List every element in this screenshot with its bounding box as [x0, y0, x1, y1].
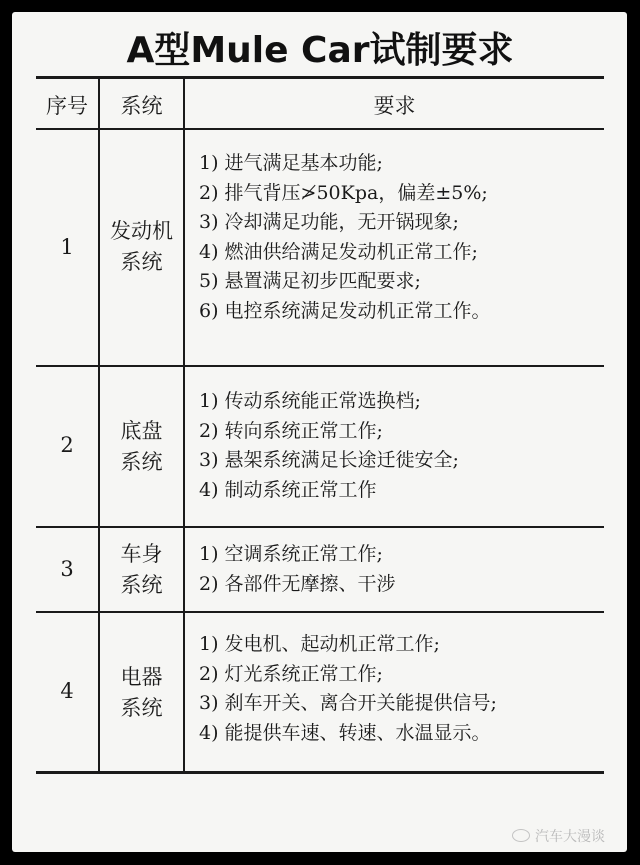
row-1-bottom-rule — [36, 365, 604, 367]
header-requirement: 要求 — [373, 94, 416, 118]
row-2-system-line-2: 系统 — [120, 450, 163, 474]
requirement-item: 1) 发电机、起动机正常工作; — [199, 633, 440, 655]
row-1-system-line-1: 发动机 — [110, 219, 173, 243]
requirement-item: 2) 灯光系统正常工作; — [199, 662, 383, 685]
requirement-item: 3) 悬架系统满足长途迁徙安全; — [199, 449, 459, 471]
row-4-requirements — [199, 630, 497, 748]
row-4-system — [100, 662, 183, 724]
table-bottom-rule — [36, 771, 604, 774]
watermark — [512, 826, 605, 846]
row-3-index: 3 — [60, 557, 74, 581]
requirement-item: 1) 传动系统能正常选换档; — [199, 390, 421, 412]
requirement-item: 2) 排气背压≯50Kpa，偏差±5%; — [199, 181, 488, 204]
requirement-item: 3) 冷却满足功能，无开锅现象; — [199, 211, 459, 233]
row-3-bottom-rule — [36, 611, 604, 613]
requirement-item: 2) 转向系统正常工作; — [199, 419, 383, 442]
document-title: A型Mule Car试制要求 — [126, 30, 514, 71]
wechat-icon — [512, 829, 530, 842]
row-2-requirements — [199, 387, 459, 505]
row-1-system-line-2: 系统 — [120, 250, 163, 274]
row-1-system — [100, 216, 183, 278]
header-system: 系统 — [120, 94, 163, 118]
row-4-index: 4 — [60, 679, 74, 703]
row-1-requirements — [199, 149, 491, 326]
header-index: 序号 — [46, 94, 88, 118]
row-4-system-line-1: 电器 — [120, 665, 163, 689]
table-top-rule — [36, 76, 604, 79]
watermark-text: 汽车大漫谈 — [535, 829, 605, 845]
column-divider-2 — [183, 77, 185, 773]
requirement-item: 1) 进气满足基本功能; — [199, 152, 383, 174]
row-1-index: 1 — [60, 235, 74, 259]
requirement-item: 3) 刹车开关、离合开关能提供信号; — [199, 692, 497, 714]
row-2-index: 2 — [60, 433, 74, 457]
requirement-item: 1) 空调系统正常工作; — [199, 543, 383, 565]
requirement-item: 2) 各部件无摩擦、干涉 — [199, 572, 396, 595]
row-2-system-line-1: 底盘 — [120, 419, 163, 443]
row-3-system — [100, 539, 183, 601]
row-2-system — [100, 416, 183, 478]
requirement-item: 6) 电控系统满足发动机正常工作。 — [199, 299, 491, 322]
requirement-item: 4) 制动系统正常工作 — [199, 478, 377, 501]
row-3-requirements — [199, 540, 396, 599]
requirement-item: 4) 燃油供给满足发动机正常工作; — [199, 240, 478, 263]
row-3-system-line-1: 车身 — [120, 542, 163, 566]
row-4-system-line-2: 系统 — [120, 696, 163, 720]
row-3-system-line-2: 系统 — [120, 573, 163, 597]
requirement-item: 5) 悬置满足初步匹配要求; — [199, 270, 421, 292]
header-bottom-rule — [36, 128, 604, 130]
requirement-item: 4) 能提供车速、转速、水温显示。 — [199, 721, 491, 744]
row-2-bottom-rule — [36, 526, 604, 528]
